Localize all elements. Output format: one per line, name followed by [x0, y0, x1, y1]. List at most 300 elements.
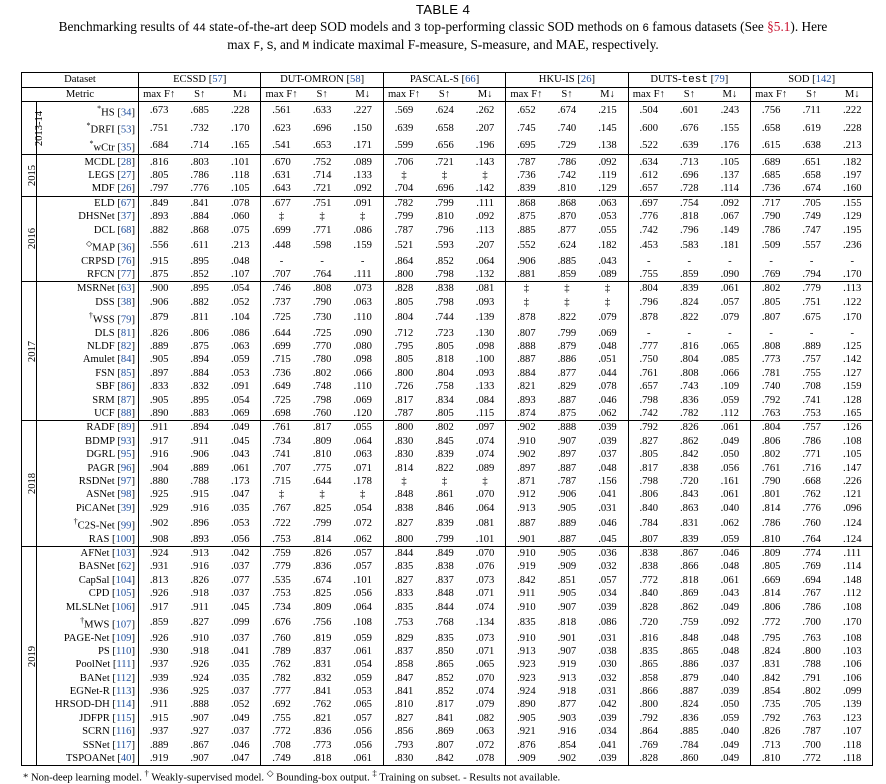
score-cell: .821	[312, 712, 332, 724]
score-cell: .877	[557, 367, 577, 379]
method-name: †WSS [79]	[37, 309, 139, 327]
score-cell: .875	[517, 211, 536, 223]
score-cell: .031	[587, 631, 628, 644]
score-cell: .923	[517, 659, 536, 671]
dataset-name: PASCAL-S	[409, 74, 459, 85]
score-cell: .787	[802, 726, 821, 738]
method-ref[interactable]: 93	[120, 435, 132, 447]
score-cell: .756	[312, 617, 332, 629]
method-ref[interactable]: 96	[120, 462, 132, 474]
score-cell: .129	[587, 182, 628, 196]
table-row	[22, 435, 873, 448]
table-row	[22, 574, 873, 587]
method-ref[interactable]: 117	[115, 739, 132, 751]
score-cell: .676	[272, 617, 291, 629]
method-name: DHSNet [37]	[37, 210, 139, 223]
method-ref[interactable]: 63	[120, 283, 132, 295]
score-cell: .826	[149, 327, 169, 339]
score-cell: .150	[343, 119, 384, 137]
score-cell: .757	[802, 422, 821, 434]
score-cell: .037	[220, 587, 261, 600]
method-label: BASNet	[78, 561, 115, 573]
score-cell: .865	[639, 659, 659, 671]
score-cell: .652	[517, 105, 536, 117]
dataset-ref[interactable]: 79	[714, 73, 725, 85]
score-cell: .852	[435, 686, 454, 698]
score-cell: .887	[680, 686, 699, 698]
score-cell: .090	[710, 268, 751, 282]
table-row	[22, 587, 873, 600]
method-name: DCL [68]	[37, 223, 139, 236]
score-cell: .069	[587, 326, 628, 339]
score-cell: .122	[832, 296, 873, 309]
score-cell: .091	[220, 380, 261, 393]
method-ref[interactable]: 114	[115, 699, 132, 711]
score-cell: .078	[587, 380, 628, 393]
score-cell: .927	[190, 726, 209, 738]
score-cell: .827	[394, 712, 414, 724]
score-cell: ‡	[441, 170, 448, 182]
score-cell: .736	[517, 170, 536, 182]
method-label: DSS	[95, 296, 115, 308]
score-cell: .055	[587, 223, 628, 236]
method-ref[interactable]: 87	[120, 394, 132, 406]
score-cell: .103	[832, 645, 873, 658]
score-cell: .764	[791, 532, 832, 546]
score-cell: .729	[547, 137, 588, 155]
method-ref[interactable]: 86	[120, 381, 132, 393]
score-cell: .048	[587, 340, 628, 353]
score-cell: .782	[394, 197, 414, 209]
score-cell: .886	[680, 659, 699, 671]
score-cell: .916	[190, 502, 209, 514]
score-cell: .725	[272, 394, 291, 406]
method-ref[interactable]: 37	[120, 211, 132, 223]
score-cell: .142	[832, 353, 873, 366]
score-cell: .916	[149, 449, 169, 461]
score-cell: .848	[680, 632, 699, 644]
metric-header: S↑	[547, 87, 588, 101]
score-cell: .879	[149, 312, 169, 324]
score-cell: .782	[272, 672, 291, 684]
method-label: CPD	[88, 588, 110, 600]
score-cell: .092	[710, 196, 751, 210]
score-cell: .132	[465, 268, 506, 282]
score-cell: .809	[312, 601, 332, 613]
score-cell: .833	[149, 381, 169, 393]
score-cell: .740	[557, 122, 577, 134]
score-cell: .824	[680, 296, 699, 308]
method-name: CPD [105]	[37, 587, 139, 600]
method-ref[interactable]: 79	[120, 314, 132, 326]
method-label: RAS	[88, 533, 110, 545]
score-cell: .796	[639, 296, 659, 308]
score-cell: .055	[343, 421, 384, 435]
score-cell: .777	[639, 341, 659, 353]
metric-header: M↓	[832, 87, 873, 101]
method-label: MLSLNet	[65, 601, 110, 613]
score-cell: .593	[435, 240, 454, 252]
score-cell: .697	[639, 197, 659, 209]
score-cell: .905	[149, 394, 169, 406]
method-label: NLDF	[87, 341, 115, 353]
score-cell: .159	[343, 237, 384, 255]
method-ref[interactable]: 34	[120, 107, 132, 119]
method-label: PiCANet	[75, 502, 115, 514]
score-cell: .706	[394, 156, 414, 168]
score-cell: .756	[761, 105, 781, 117]
method-ref[interactable]: 26	[120, 183, 132, 195]
dataset-ref[interactable]: 26	[580, 74, 592, 85]
score-cell: .143	[465, 155, 506, 169]
caption-line-1: Benchmarking results of 44 state-of-the-art deep SOD models and 3 top-performing classic SOD methods on 6 famous datasets (See §5.1). Here	[58, 18, 828, 35]
score-cell: .057	[710, 296, 751, 309]
score-cell: ‡	[319, 489, 325, 501]
method-label: EGNet-R	[69, 686, 110, 698]
score-cell: .674	[312, 574, 332, 586]
score-cell: .084	[465, 393, 506, 406]
score-cell: .178	[343, 475, 384, 488]
method-ref[interactable]: 40	[120, 753, 132, 765]
score-cell: .761	[272, 422, 291, 434]
method-label: CRPSD	[81, 255, 115, 267]
method-ref[interactable]: 82	[120, 341, 132, 353]
table-row	[22, 631, 873, 644]
year-label	[22, 196, 37, 281]
score-cell: .696	[312, 122, 332, 134]
score-cell: ‡	[564, 296, 570, 308]
score-cell: .837	[435, 574, 454, 586]
method-ref[interactable]: 100	[115, 533, 132, 545]
score-cell: .072	[343, 515, 384, 533]
score-cell: -	[646, 255, 651, 267]
score-cell: .073	[465, 631, 506, 644]
table-row	[22, 210, 873, 223]
score-cell: .826	[312, 548, 332, 560]
method-ref[interactable]: 99	[120, 520, 132, 532]
score-cell: .770	[312, 341, 332, 353]
score-cell: .784	[680, 739, 699, 751]
method-ref[interactable]: 107	[115, 619, 132, 631]
score-cell: .045	[220, 435, 261, 448]
method-ref[interactable]: 104	[115, 574, 132, 586]
score-cell: .769	[802, 561, 821, 573]
score-cell: .057	[343, 560, 384, 573]
method-name: TSPOANet [40]	[37, 752, 139, 766]
score-cell: .779	[272, 561, 291, 573]
score-cell: .864	[394, 255, 414, 267]
score-cell: .561	[272, 105, 291, 117]
score-cell: .882	[190, 296, 209, 308]
method-ref[interactable]: 112	[115, 672, 132, 684]
score-cell: .041	[587, 738, 628, 751]
score-cell: .046	[587, 393, 628, 406]
score-cell: .883	[179, 407, 220, 421]
method-ref[interactable]: 98	[120, 489, 132, 501]
method-mark: *	[86, 121, 91, 131]
score-cell: .918	[190, 588, 209, 600]
score-cell: .704	[383, 182, 424, 196]
score-cell: .751	[802, 296, 821, 308]
score-cell: .046	[587, 515, 628, 533]
score-cell: .133	[465, 380, 506, 393]
score-cell: .674	[791, 182, 832, 196]
method-ref[interactable]: 103	[115, 548, 132, 560]
score-cell: .926	[190, 659, 209, 671]
method-ref[interactable]: 109	[115, 632, 132, 644]
score-cell: .787	[517, 156, 536, 168]
method-ref[interactable]: 38	[120, 296, 132, 308]
score-cell: .802	[312, 367, 332, 379]
score-cell: .774	[802, 548, 821, 560]
score-cell: .799	[394, 211, 414, 223]
score-cell: .159	[832, 380, 873, 393]
score-cell: .675	[802, 312, 821, 324]
score-cell: .061	[343, 645, 384, 658]
score-cell: .037	[220, 685, 261, 698]
table-row	[22, 752, 873, 766]
score-cell: .829	[557, 381, 577, 393]
score-cell: .830	[383, 752, 424, 766]
score-cell: .838	[394, 502, 414, 514]
score-cell: .760	[302, 407, 343, 421]
score-cell: .137	[710, 169, 751, 182]
method-ref[interactable]: 110	[115, 645, 132, 657]
score-cell: .827	[394, 574, 414, 586]
score-cell: .894	[190, 422, 209, 434]
score-cell: .173	[220, 475, 261, 488]
score-cell: .111	[832, 546, 873, 560]
score-cell: .810	[435, 211, 454, 223]
metric-header: M↓	[710, 87, 751, 101]
score-cell: .784	[639, 518, 659, 530]
dataset-ref[interactable]: 142	[815, 74, 832, 85]
score-cell: .065	[343, 698, 384, 711]
score-cell: .110	[343, 309, 384, 327]
method-ref[interactable]: 115	[115, 712, 132, 724]
method-ref[interactable]: 106	[115, 601, 132, 613]
score-cell: .808	[761, 341, 781, 353]
score-cell: .600	[639, 122, 659, 134]
score-cell: .048	[220, 254, 261, 267]
score-cell: .736	[751, 182, 792, 196]
score-cell: .054	[220, 393, 261, 406]
method-ref[interactable]: 68	[120, 224, 132, 236]
table-row	[22, 196, 873, 210]
method-ref[interactable]: 116	[115, 726, 132, 738]
method-ref[interactable]: 35	[120, 142, 132, 154]
score-cell: .118	[832, 738, 873, 751]
score-cell: .744	[435, 312, 454, 324]
score-cell: .089	[587, 268, 628, 282]
method-ref[interactable]: 67	[120, 197, 132, 209]
method-ref[interactable]: 89	[120, 422, 132, 434]
score-cell: .852	[435, 672, 454, 684]
table-row	[22, 407, 873, 421]
score-cell: .054	[343, 502, 384, 515]
header-row-datasets	[22, 72, 873, 87]
section-link[interactable]: §5.1	[767, 18, 791, 34]
score-cell: .840	[639, 502, 659, 514]
score-cell: .916	[557, 726, 577, 738]
score-cell: .931	[149, 561, 169, 573]
score-cell: .108	[832, 600, 873, 613]
table-row	[22, 488, 873, 501]
score-cell: -	[320, 255, 324, 267]
score-cell: .064	[343, 435, 384, 448]
method-name: RAS [100]	[37, 532, 139, 546]
score-cell: .063	[220, 340, 261, 353]
score-cell: .802	[761, 449, 781, 461]
score-cell: .807	[628, 532, 669, 546]
score-cell: .726	[394, 381, 414, 393]
score-cell: .207	[465, 237, 506, 255]
score-cell: .881	[506, 268, 547, 282]
score-cell: .799	[557, 327, 577, 339]
method-ref[interactable]: 36	[120, 242, 132, 254]
score-cell: .889	[149, 341, 169, 353]
score-cell: .059	[343, 672, 384, 685]
method-ref[interactable]: 62	[120, 561, 132, 573]
score-cell: .101	[465, 532, 506, 546]
score-cell: .779	[802, 283, 821, 295]
score-cell: .835	[394, 561, 414, 573]
score-cell: .046	[710, 546, 751, 560]
table-row	[22, 738, 873, 751]
score-cell: .827	[394, 518, 414, 530]
score-cell: .751	[312, 197, 332, 209]
score-cell: .828	[394, 283, 414, 295]
year-text: 2016	[27, 228, 39, 250]
score-cell: .623	[272, 122, 291, 134]
method-ref[interactable]: 88	[120, 407, 132, 419]
score-cell: .728	[669, 182, 710, 196]
score-cell: .643	[261, 182, 302, 196]
score-cell: .119	[587, 169, 628, 182]
score-cell: .806	[639, 489, 659, 501]
score-cell: .583	[680, 240, 699, 252]
year-label	[22, 546, 37, 765]
score-cell: .772	[761, 617, 781, 629]
method-name: †MWS [107]	[37, 614, 139, 632]
score-cell: .045	[220, 600, 261, 613]
score-cell: .197	[832, 169, 873, 182]
score-cell: .207	[465, 119, 506, 137]
metric-header: max F↑	[261, 87, 302, 101]
score-cell: .809	[761, 548, 781, 560]
method-mark: *	[89, 138, 94, 148]
method-ref[interactable]: 97	[120, 475, 132, 487]
score-cell: .730	[312, 312, 332, 324]
dataset-name: ECSSD	[173, 74, 207, 85]
score-cell: .674	[557, 105, 577, 117]
score-cell: .896	[190, 518, 209, 530]
score-cell: .805	[394, 296, 414, 308]
method-ref[interactable]: 53	[120, 124, 132, 136]
method-ref[interactable]: 95	[120, 449, 132, 461]
table-row	[22, 712, 873, 725]
method-ref[interactable]: 81	[120, 327, 132, 339]
score-cell: .049	[710, 600, 751, 613]
score-cell: .049	[220, 712, 261, 725]
score-cell: .541	[261, 137, 302, 155]
score-cell: .910	[517, 632, 536, 644]
score-cell: .074	[465, 435, 506, 448]
score-cell: .657	[639, 381, 659, 393]
table-row	[22, 155, 873, 169]
dataset-name: DUT-OMRON	[280, 74, 344, 85]
score-cell: .105	[710, 155, 751, 169]
score-cell: .907	[557, 435, 577, 447]
score-cell: .854	[761, 686, 781, 698]
score-cell: .791	[802, 672, 821, 684]
score-cell: .887	[517, 354, 536, 366]
table-row	[22, 254, 873, 267]
method-mark: †	[73, 516, 78, 526]
method-ref[interactable]: 84	[120, 354, 132, 366]
method-ref[interactable]: 113	[115, 686, 132, 698]
score-cell: .844	[394, 548, 414, 560]
score-cell: .243	[710, 101, 751, 119]
score-cell: .097	[465, 421, 506, 435]
score-cell: .799	[435, 197, 454, 209]
method-ref[interactable]: 27	[120, 170, 132, 182]
method-ref[interactable]: 105	[115, 588, 132, 600]
score-cell: .905	[149, 354, 169, 366]
dataset-ref[interactable]: 57	[212, 74, 223, 85]
score-cell: .794	[791, 268, 832, 282]
score-cell: .769	[751, 268, 792, 282]
score-cell: .639	[669, 137, 710, 155]
score-cell: .844	[435, 601, 454, 613]
method-ref[interactable]: 28	[120, 156, 132, 168]
score-cell: .076	[465, 560, 506, 573]
score-cell: .037	[220, 725, 261, 738]
score-cell: .078	[465, 752, 506, 766]
score-cell: .804	[435, 367, 454, 379]
table-row	[22, 546, 873, 560]
score-cell: .919	[139, 752, 180, 766]
score-cell: .052	[220, 296, 261, 309]
score-cell: .907	[557, 601, 577, 613]
score-cell: .808	[312, 283, 332, 295]
score-cell: .884	[190, 211, 209, 223]
method-label: WSS	[92, 314, 115, 326]
score-cell: .786	[802, 435, 821, 447]
score-cell: .070	[465, 546, 506, 560]
dataset-ref[interactable]: 66	[465, 74, 476, 85]
score-cell: .822	[435, 462, 454, 474]
score-cell: .049	[220, 421, 261, 435]
score-cell: .818	[680, 211, 699, 223]
metric-header: max F↑	[628, 87, 669, 101]
method-ref[interactable]: 39	[120, 502, 132, 514]
dataset-ref[interactable]: 58	[350, 74, 361, 85]
method-name: HRSOD-DH [114]	[37, 698, 139, 711]
score-cell: .074	[465, 448, 506, 461]
method-ref[interactable]: 111	[116, 659, 132, 671]
score-cell: .798	[639, 475, 659, 487]
score-cell: .805	[639, 449, 659, 461]
method-ref[interactable]: 77	[120, 268, 132, 280]
method-ref[interactable]: 76	[120, 255, 132, 267]
score-cell: .906	[149, 296, 169, 308]
score-cell: .787	[394, 224, 414, 236]
method-ref[interactable]: 85	[120, 367, 132, 379]
score-cell: .849	[149, 197, 169, 209]
score-cell: .826	[190, 574, 209, 586]
score-cell: .556	[149, 240, 169, 252]
